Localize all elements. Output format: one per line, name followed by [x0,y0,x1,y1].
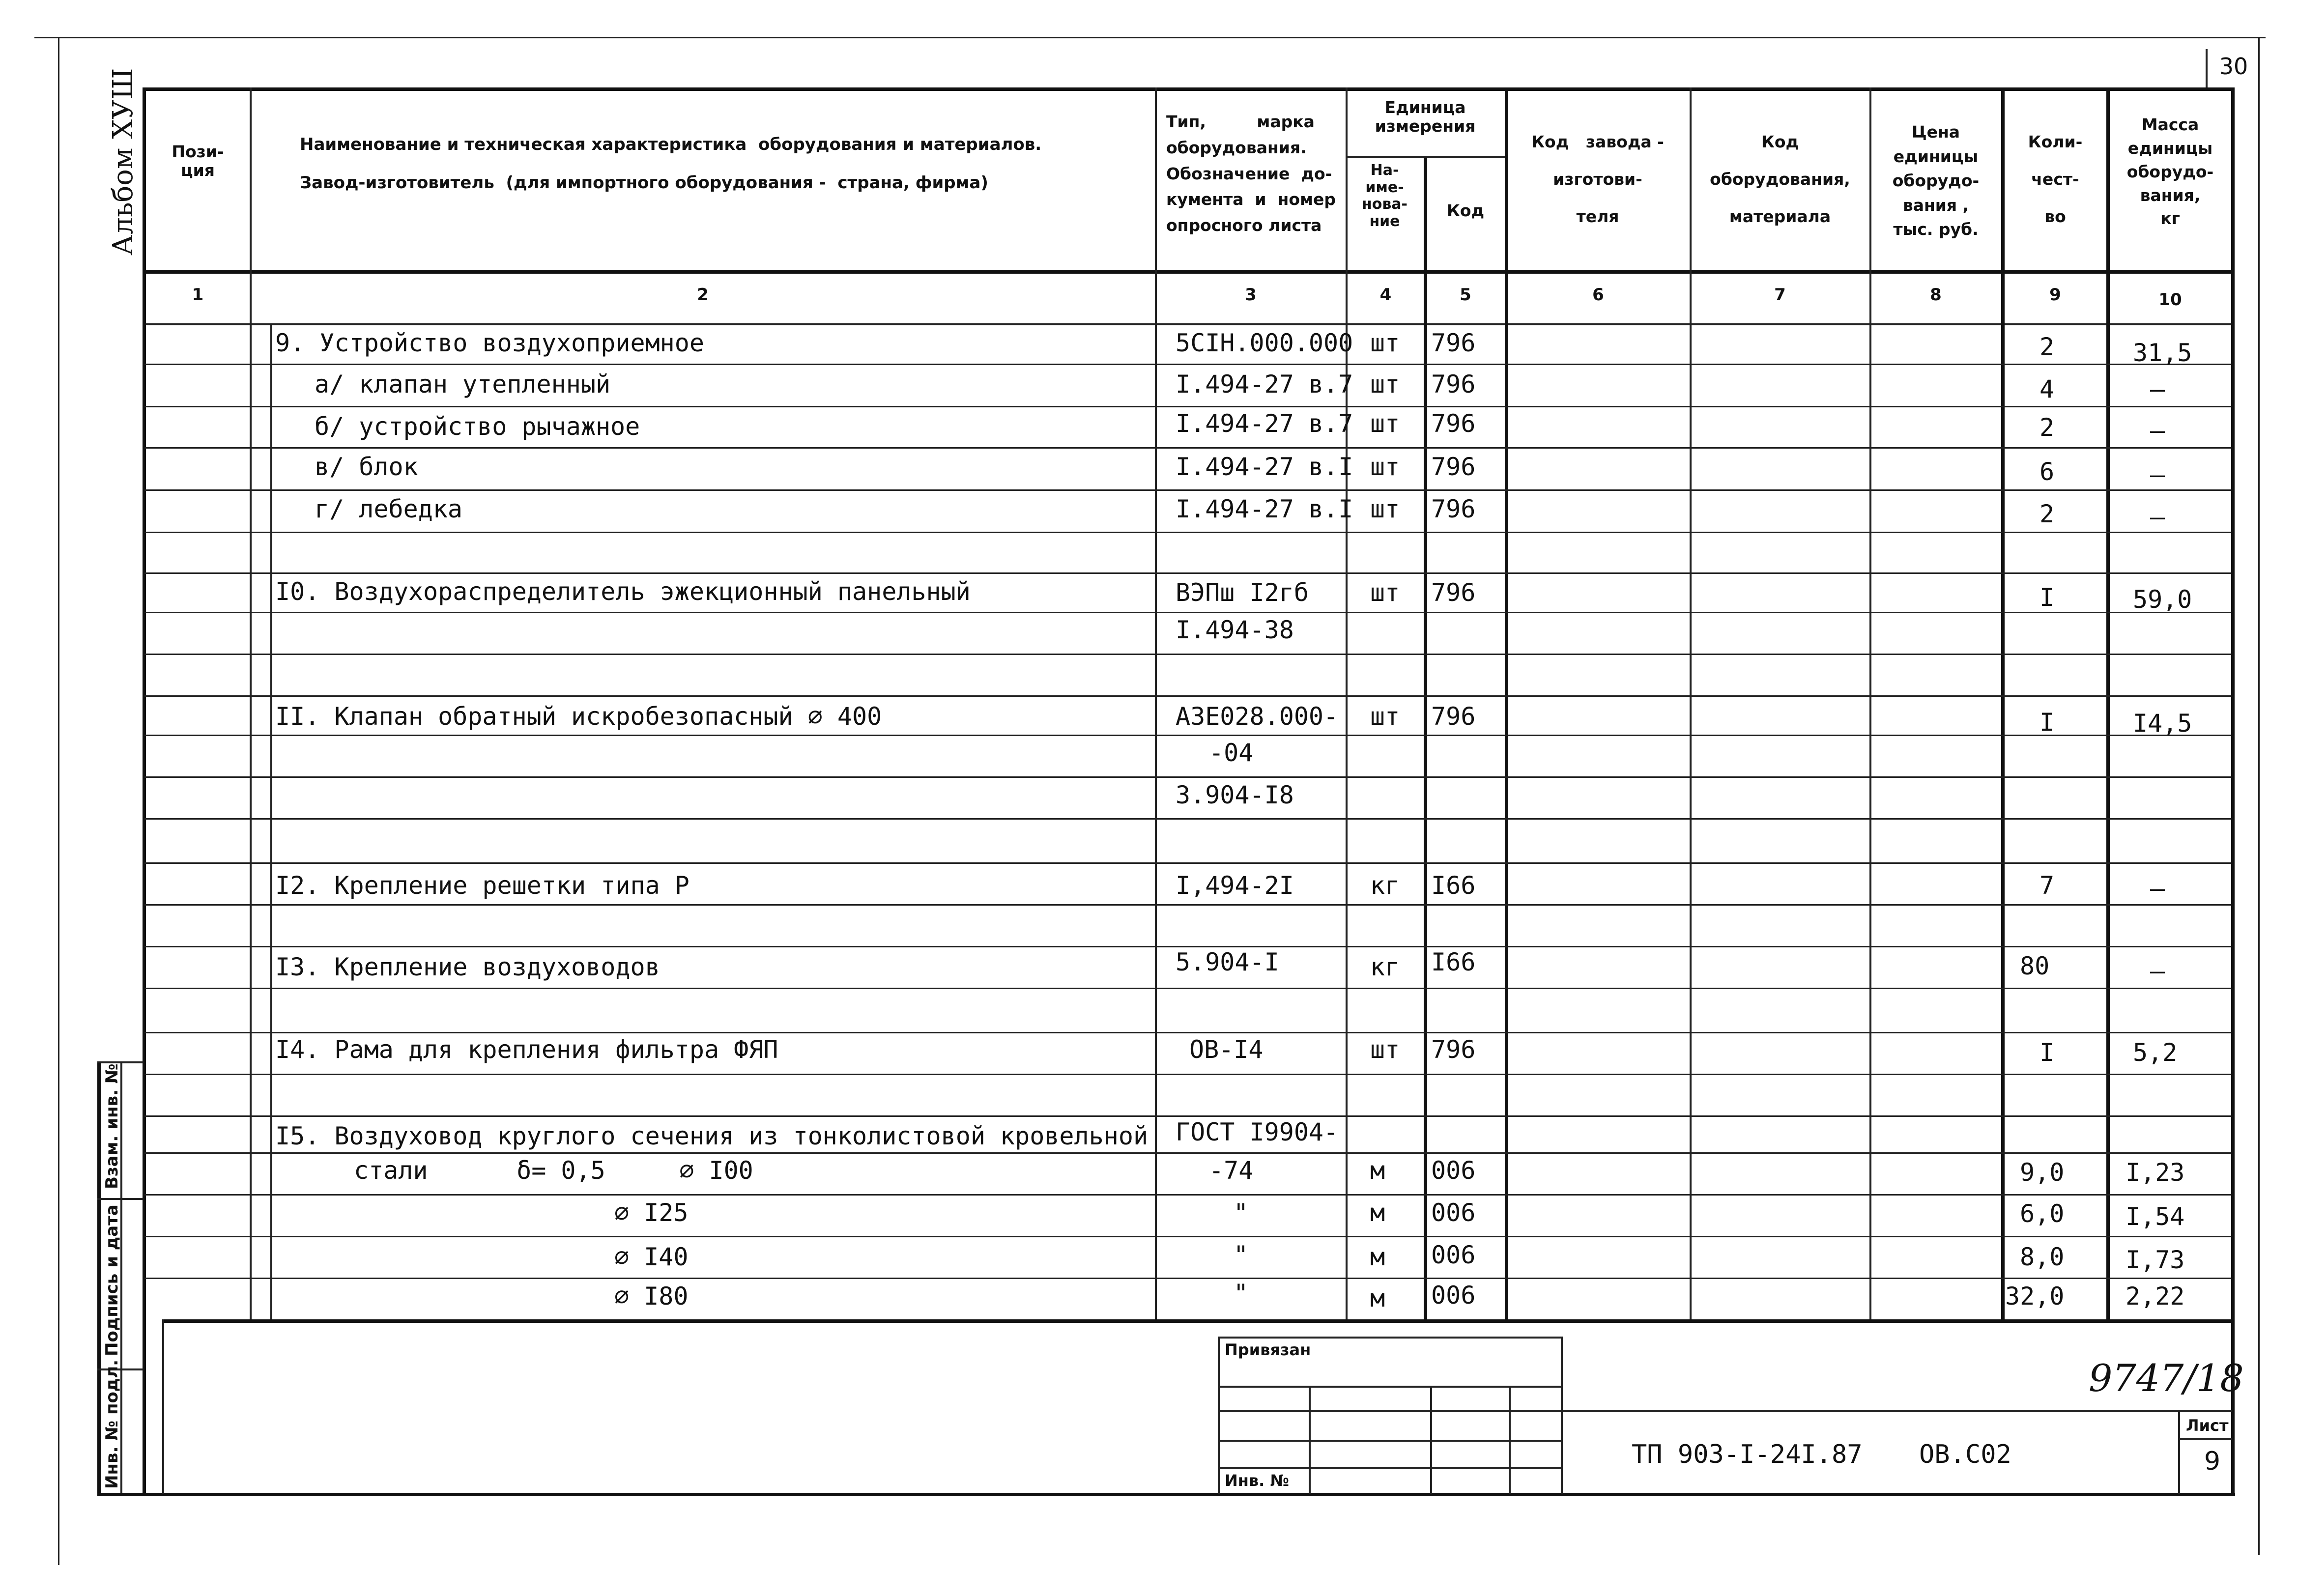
row-code: 796 [1431,453,1476,481]
row-code: 796 [1431,1035,1476,1064]
stamp-handwritten-number: 9747/18 [2089,1356,2244,1400]
row-name: стали δ= 0,5 ∅ I00 [354,1156,753,1185]
header-position: Пози- ция [172,142,224,180]
row-unit: м [1370,1284,1385,1312]
row-unit: шт [1370,702,1400,731]
col-num-1: 1 [192,285,204,305]
row-mass: 2,22 [2126,1282,2185,1311]
row-type: -74 [1209,1156,1254,1185]
row-qty: 32,0 [2005,1282,2065,1311]
col-num-10: 10 [2158,290,2182,310]
header-mass: Масса единицы оборудо- вания, кг [2126,115,2214,228]
row-type: I.494-27 в.I [1176,453,1353,481]
row-separator [144,572,2231,574]
row-separator [144,364,2231,365]
row-separator [144,1152,2231,1154]
row-separator [144,818,2231,820]
row-type: " [1234,1279,1249,1308]
row-unit: шт [1370,1035,1400,1064]
side-label-signature-date: Подпись и дата [102,1204,122,1356]
row-separator [144,532,2231,533]
col-num-9: 9 [2049,285,2061,305]
row-separator [144,695,2231,697]
row-code: 796 [1431,495,1476,523]
row-name: ∅ I40 [614,1243,689,1271]
row-type: 3.904-I8 [1176,781,1294,809]
row-separator [144,735,2231,736]
row-code: 006 [1431,1281,1476,1310]
header-factory-code: Код завода - изготови- теля [1531,132,1664,226]
row-name: II. Клапан обратный искробезопасный ∅ 400 [275,702,882,731]
row-qty: 6 [2039,457,2055,486]
stamp-doc-section: ОВ.С02 [1919,1440,2011,1469]
row-unit: шт [1370,329,1400,357]
row-qty: 80 [2020,952,2050,980]
row-name: I0. Воздухораспределитель эжекционный панельный [275,577,971,606]
row-unit: м [1370,1243,1385,1271]
row-name: в/ блок [315,453,418,481]
row-type: ВЭПш I2гб [1176,578,1309,607]
row-qty: 2 [2039,500,2055,528]
row-qty: 2 [2039,413,2055,442]
row-separator [144,904,2231,906]
row-code: I66 [1431,871,1476,900]
row-unit: шт [1370,578,1400,607]
col-num-7: 7 [1774,285,1786,305]
row-qty: 7 [2039,871,2055,900]
row-mass: – [2150,503,2165,531]
row-mass: I,73 [2126,1246,2185,1274]
row-name: I3. Крепление воздуховодов [275,953,660,981]
side-label-original-inv: Инв. № подл. [102,1359,122,1489]
row-qty: 9,0 [2020,1158,2065,1187]
row-separator [144,776,2231,778]
row-name: б/ устройство рычажное [315,412,640,441]
row-code: 796 [1431,578,1476,607]
row-mass: – [2150,957,2165,985]
row-separator [144,447,2231,449]
row-type: I,494-2I [1176,871,1294,900]
row-unit: шт [1370,495,1400,523]
row-separator [144,612,2231,613]
row-separator [144,406,2231,407]
row-name: I5. Воздуховод круглого сечения из тонколистовой кровельной [275,1122,1149,1150]
row-name: ∅ I80 [614,1282,689,1311]
row-name: I4. Рама для крепления фильтра ФЯП [275,1035,778,1064]
header-unit-name: На- име- нова- ние [1361,162,1408,230]
row-separator [144,654,2231,655]
row-code: 796 [1431,370,1476,399]
col-num-5: 5 [1460,285,1471,305]
row-type: АЗЕ028.000- [1176,702,1339,731]
row-type: I.494-38 [1176,616,1294,644]
row-type: -04 [1209,739,1254,767]
row-mass: 31,5 [2133,339,2192,367]
row-name: ∅ I25 [614,1198,689,1227]
row-mass: I4,5 [2133,709,2192,738]
stamp-sheet-number: 9 [2204,1447,2221,1476]
side-label-replacement-inv: Взам. инв. № [102,1063,122,1189]
row-name: 9. Устройство воздухоприемное [275,329,704,357]
row-separator [144,988,2231,989]
row-type: " [1234,1198,1249,1227]
row-mass: – [2150,874,2165,903]
header-price: Цена единицы оборудо- вания , тыс. руб. [1892,122,1980,239]
row-qty: 8,0 [2020,1243,2065,1271]
header-unit-code: Код [1446,201,1485,220]
header-equipment-code: Код оборудования, материала [1710,132,1850,226]
header-name: Наименование и техническая характеристика оборудования и материалов. Завод-изготовитель (для импортного оборудования - страна, фирма) [300,135,1042,193]
row-type: I.494-27 в.I [1176,495,1353,523]
row-code: I66 [1431,948,1476,976]
row-type: I.494-27 в.7 [1176,409,1353,438]
row-name: I2. Крепление решетки типа Р [275,871,689,900]
row-qty: I [2039,1038,2055,1067]
row-code: 006 [1431,1198,1476,1227]
row-separator [144,1236,2231,1237]
row-code: 006 [1431,1156,1476,1185]
row-code: 006 [1431,1241,1476,1269]
row-separator [144,1194,2231,1196]
row-qty: I [2039,708,2055,737]
header-unit-group: Единица измерения [1375,98,1476,136]
row-separator [144,862,2231,864]
row-qty: 2 [2039,333,2055,361]
row-mass: – [2150,460,2165,489]
row-qty: 6,0 [2020,1199,2065,1228]
stamp-sheet-label: Лист [2186,1416,2229,1435]
row-separator [144,1032,2231,1033]
col-num-8: 8 [1930,285,1942,305]
row-mass: 59,0 [2133,585,2192,614]
row-mass: – [2150,416,2165,445]
col-num-6: 6 [1592,285,1604,305]
row-type: 5СIН.000.000 [1176,329,1353,357]
header-quantity: Коли- чест- во [2028,132,2083,226]
row-mass: I,23 [2126,1158,2185,1187]
row-code: 796 [1431,702,1476,731]
row-separator [144,489,2231,491]
row-separator [144,1115,2231,1117]
row-code: 796 [1431,409,1476,438]
album-label: Альбом ХУШ [107,68,139,256]
row-separator [144,1074,2231,1075]
row-qty: 4 [2039,375,2055,403]
row-code: 796 [1431,329,1476,357]
stamp-privyazan: Привязан [1225,1340,1311,1359]
row-type: ГОСТ I9904- [1176,1118,1339,1146]
row-name: а/ клапан утепленный [315,370,611,399]
row-qty: I [2039,583,2055,612]
col-num-4: 4 [1379,285,1392,305]
row-type: " [1234,1241,1249,1269]
header-type: Тип, марка оборудования. Обозначение до- кумента и номер опросного листа [1166,112,1336,235]
stamp-inv-no: Инв. № [1225,1471,1289,1490]
stamp-doc-code: ТП 903-I-24I.87 [1632,1440,1863,1469]
row-unit: шт [1370,453,1400,481]
row-unit: кг [1370,953,1400,981]
row-type: ОВ-I4 [1189,1035,1264,1064]
row-mass: 5,2 [2133,1038,2178,1067]
row-unit: м [1370,1156,1385,1185]
row-name: г/ лебедка [315,495,463,523]
row-type: 5.904-I [1176,948,1279,976]
col-num-3: 3 [1245,285,1257,305]
row-type: I.494-27 в.7 [1176,370,1353,399]
row-unit: кг [1370,871,1400,900]
row-separator [144,1278,2231,1279]
row-unit: м [1370,1198,1385,1227]
row-unit: шт [1370,370,1400,399]
col-num-2: 2 [697,285,709,305]
page-number: 30 [2219,53,2248,80]
row-mass: – [2150,375,2165,403]
row-unit: шт [1370,409,1400,438]
row-mass: I,54 [2126,1202,2185,1231]
